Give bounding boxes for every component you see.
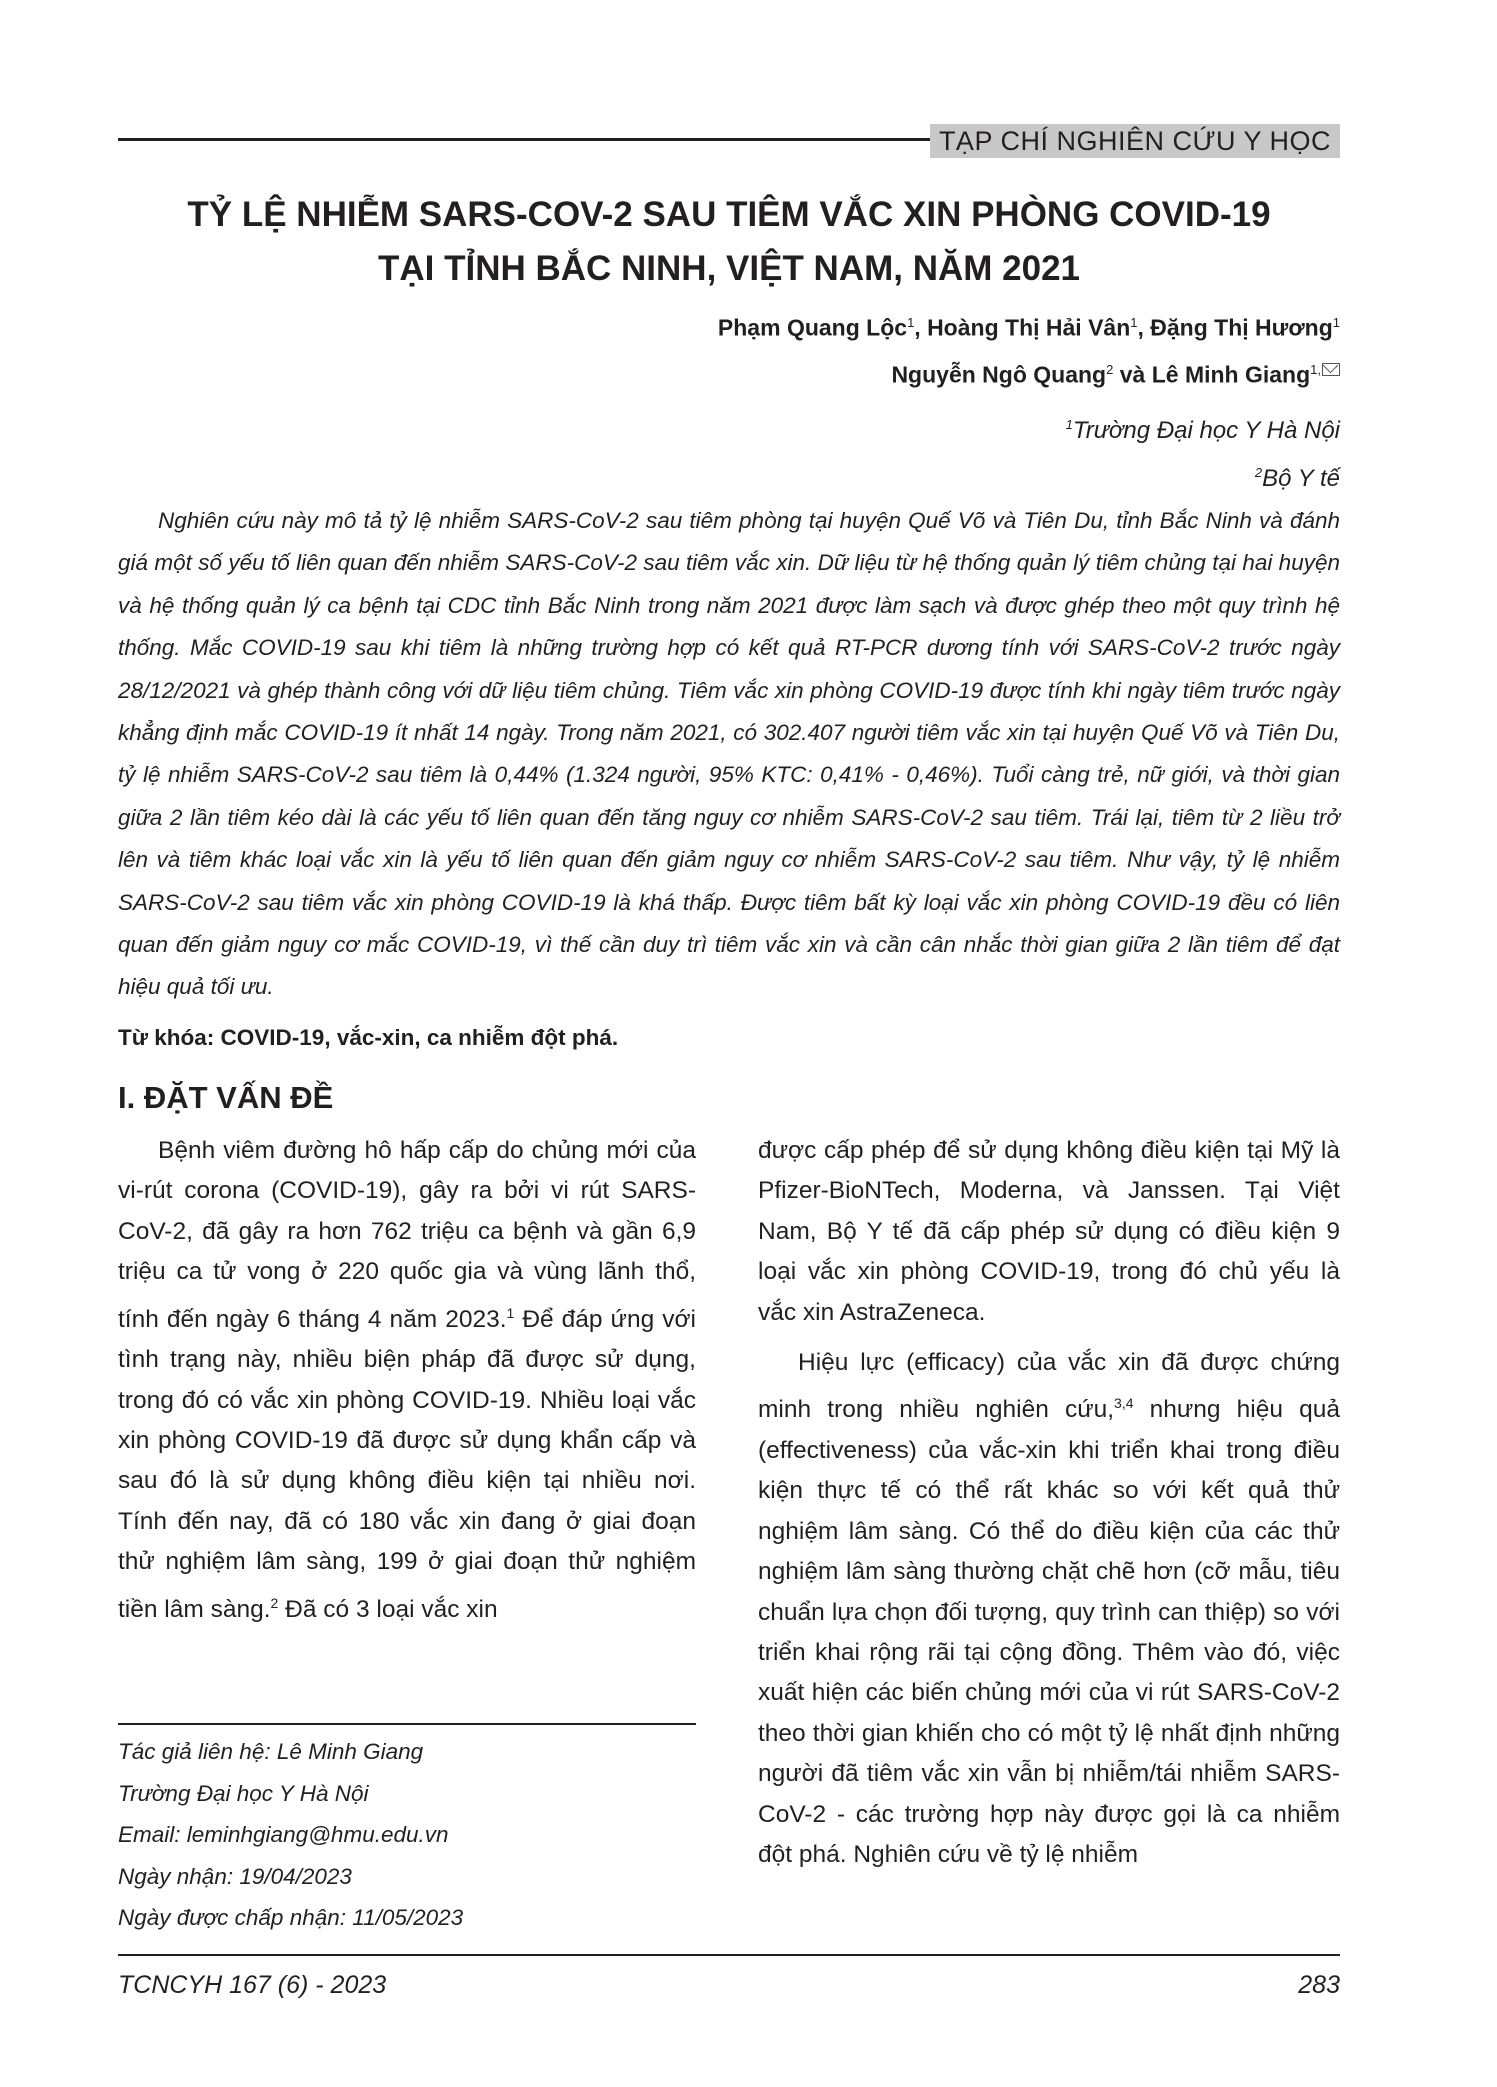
corresponding-institution: Trường Đại học Y Hà Nội xyxy=(118,1780,369,1806)
citation-sup: 2 xyxy=(270,1594,279,1611)
corresponding-author: Tác giả liên hệ: Lê Minh Giang xyxy=(118,1739,424,1764)
mail-icon xyxy=(1322,363,1340,376)
correspondence-note xyxy=(118,1731,463,1939)
footer-citation: TCNCYH 167 (6) - 2023 xyxy=(118,1971,387,1999)
received-date: Ngày nhận: 19/04/2023 xyxy=(118,1863,352,1889)
author-affil-sup: 1, xyxy=(1310,361,1321,377)
author-affil-sup: 1 xyxy=(1130,315,1138,330)
paragraph-text: Đã có 3 loại vắc xin xyxy=(278,1595,498,1623)
paragraph-text: Bệnh viêm đường hô hấp cấp do chủng mới của vi-rút corona (COVID-19), gây ra bởi vi rút SARS-CoV-2, đã gây ra hơn 762 triệu ca bệnh và gần 6,9 triệu ca tử vong ở 220 quốc gia và vùng lãnh thổ, tính đến ngày 6 tháng 4 năm 2023. xyxy=(118,1137,696,1333)
affiliation-text: Bộ Y tế xyxy=(1262,465,1340,492)
author-affil-sup: 1 xyxy=(1332,315,1340,330)
author-name: , Đặng Thị Hương xyxy=(1137,314,1333,341)
author-affil-sup: 1 xyxy=(907,315,915,330)
paragraph-text: nhưng hiệu quả (effectiveness) của vắc-xin khi triển khai trong điều kiện thực tế có thể rất khác so với kết quả thử nghiệm lâm sàng. Có thể do điều kiện của các thử nghiệm lâm sàng thường chặt chẽ hơn (cỡ mẫu, tiêu chuẩn lựa chọn đối tượng, quy trình can thiệp) so với triển khai rộng rãi tại cộng đồng. Thêm vào đó, việc xuất hiện các biến chủng mới của vi rút SARS-CoV-2 theo thời gian khiến cho có một tỷ lệ nhất định những người đã tiêm vắc xin vẫn bị nhiễm/tái nhiễm SARS-CoV-2 - các trường hợp này được gọi là ca nhiễm đột phá. Nghiên cứu về tỷ lệ nhiễm xyxy=(758,1396,1340,1869)
body-column-left xyxy=(118,1131,696,1630)
footnote-rule xyxy=(118,1723,696,1725)
paragraph-text: được cấp phép để sử dụng không điều kiện tại Mỹ là Pfizer-BioNTech, Moderna, và Janssen. Tại Việt Nam, Bộ Y tế đã cấp phép sử dụng có điều kiện 9 loại vắc xin phòng COVID-19, trong đó chủ yếu là vắc xin AstraZeneca. xyxy=(758,1137,1340,1326)
body-paragraph xyxy=(118,1131,696,1630)
header-rule xyxy=(118,138,930,141)
paragraph-text: Để đáp ứng với tình trạng này, nhiều biện pháp đã được sử dụng, trong đó có vắc xin phòng COVID-19. Nhiều loại vắc xin phòng COVID-19 đã được sử dụng khẩn cấp và sau đó là sử dụng không điều kiện tại nhiều nơi. Tính đến nay, đã có 180 vắc xin đang ở giai đoạn thử nghiệm lâm sàng, 199 ở giai đoạn thử nghiệm tiền lâm sàng. xyxy=(118,1305,696,1623)
article-title xyxy=(118,188,1340,296)
author-name: và Lê Minh Giang xyxy=(1113,361,1311,388)
keywords: Từ khóa: COVID-19, vắc-xin, ca nhiễm đột phá. xyxy=(118,1025,619,1050)
body-paragraph xyxy=(758,1131,1340,1333)
title-line-1: TỶ LỆ NHIỄM SARS-COV-2 SAU TIÊM VẮC XIN PHÒNG COVID-19 xyxy=(187,195,1271,234)
abstract: Nghiên cứu này mô tả tỷ lệ nhiễm SARS-CoV-2 sau tiêm phòng tại huyện Quế Võ và Tiên Du, tỉnh Bắc Ninh và đánh giá một số yếu tố liên quan đến nhiễm SARS-CoV-2 sau tiêm vắc xin. Dữ liệu từ hệ thống quản lý tiêm chủng tại hai huyện và hệ thống quản lý ca bệnh tại CDC tỉnh Bắc Ninh trong năm 2021 được làm sạch và được ghép theo một quy trình hệ thống. Mắc COVID-19 sau khi tiêm là những trường hợp có kết quả RT-PCR dương tính với SARS-CoV-2 trước ngày 28/12/2021 và ghép thành công với dữ liệu tiêm chủng. Tiêm vắc xin phòng COVID-19 được tính khi ngày tiêm trước ngày khẳng định mắc COVID-19 ít nhất 14 ngày. Trong năm 2021, có 302.407 người tiêm vắc xin tại huyện Quế Võ và Tiên Du, tỷ lệ nhiễm SARS-CoV-2 sau tiêm là 0,44% (1.324 người, 95% KTC: 0,41% - 0,46%). Tuổi càng trẻ, nữ giới, và thời gian giữa 2 lần tiêm kéo dài là các yếu tố liên quan đến tăng nguy cơ nhiễm SARS-CoV-2 sau tiêm. Trái lại, tiêm từ 2 liều trở lên và tiêm khác loại vắc xin là yếu tố liên quan đến giảm nguy cơ nhiễm SARS-CoV-2 sau tiêm. Như vậy, tỷ lệ nhiễm SARS-CoV-2 sau tiêm vắc xin phòng COVID-19 là khá thấp. Được tiêm bất kỳ loại vắc xin phòng COVID-19 đều có liên quan đến giảm nguy cơ mắc COVID-19, vì thế cần duy trì tiêm vắc xin và cần cân nhắc thời gian giữa 2 lần tiêm để đạt hiệu quả tối ưu. xyxy=(118,508,1340,1000)
author-list xyxy=(718,302,1340,395)
page-number: 283 xyxy=(1298,1971,1340,1999)
footer-rule xyxy=(118,1954,1340,1956)
body-column-right xyxy=(758,1131,1340,1875)
body-paragraph xyxy=(758,1343,1340,1875)
accepted-date: Ngày được chấp nhận: 11/05/2023 xyxy=(118,1905,464,1930)
author-affil-sup: 2 xyxy=(1106,361,1114,377)
corresponding-email: Email: leminhgiang@hmu.edu.vn xyxy=(118,1822,449,1847)
author-name: Phạm Quang Lộc xyxy=(717,314,908,341)
author-line-1 xyxy=(718,302,1340,349)
citation-sup: 1 xyxy=(506,1304,515,1321)
section-heading: I. ĐẶT VẤN ĐỀ xyxy=(118,1080,334,1115)
author-name: Nguyễn Ngô Quang xyxy=(891,361,1107,388)
citation-sup: 3,4 xyxy=(1114,1395,1134,1412)
paragraph-text: Hiệu lực (efficacy) của vắc xin đã được chứng minh trong nhiều nghiên cứu, xyxy=(758,1349,1340,1424)
affiliation-sup: 2 xyxy=(1254,465,1263,480)
affiliation-text: Trường Đại học Y Hà Nội xyxy=(1072,417,1340,444)
affiliation-1 xyxy=(1066,404,1340,452)
affiliation-2 xyxy=(1066,452,1340,500)
affiliation-sup: 1 xyxy=(1065,417,1073,432)
author-line-2 xyxy=(718,349,1340,396)
journal-name-tag: TẠP CHÍ NGHIÊN CỨU Y HỌC xyxy=(930,124,1340,158)
author-name: , Hoàng Thị Hải Vân xyxy=(914,314,1131,341)
title-line-2: TẠI TỈNH BẮC NINH, VIỆT NAM, NĂM 2021 xyxy=(378,249,1080,288)
affiliations xyxy=(1066,404,1340,500)
